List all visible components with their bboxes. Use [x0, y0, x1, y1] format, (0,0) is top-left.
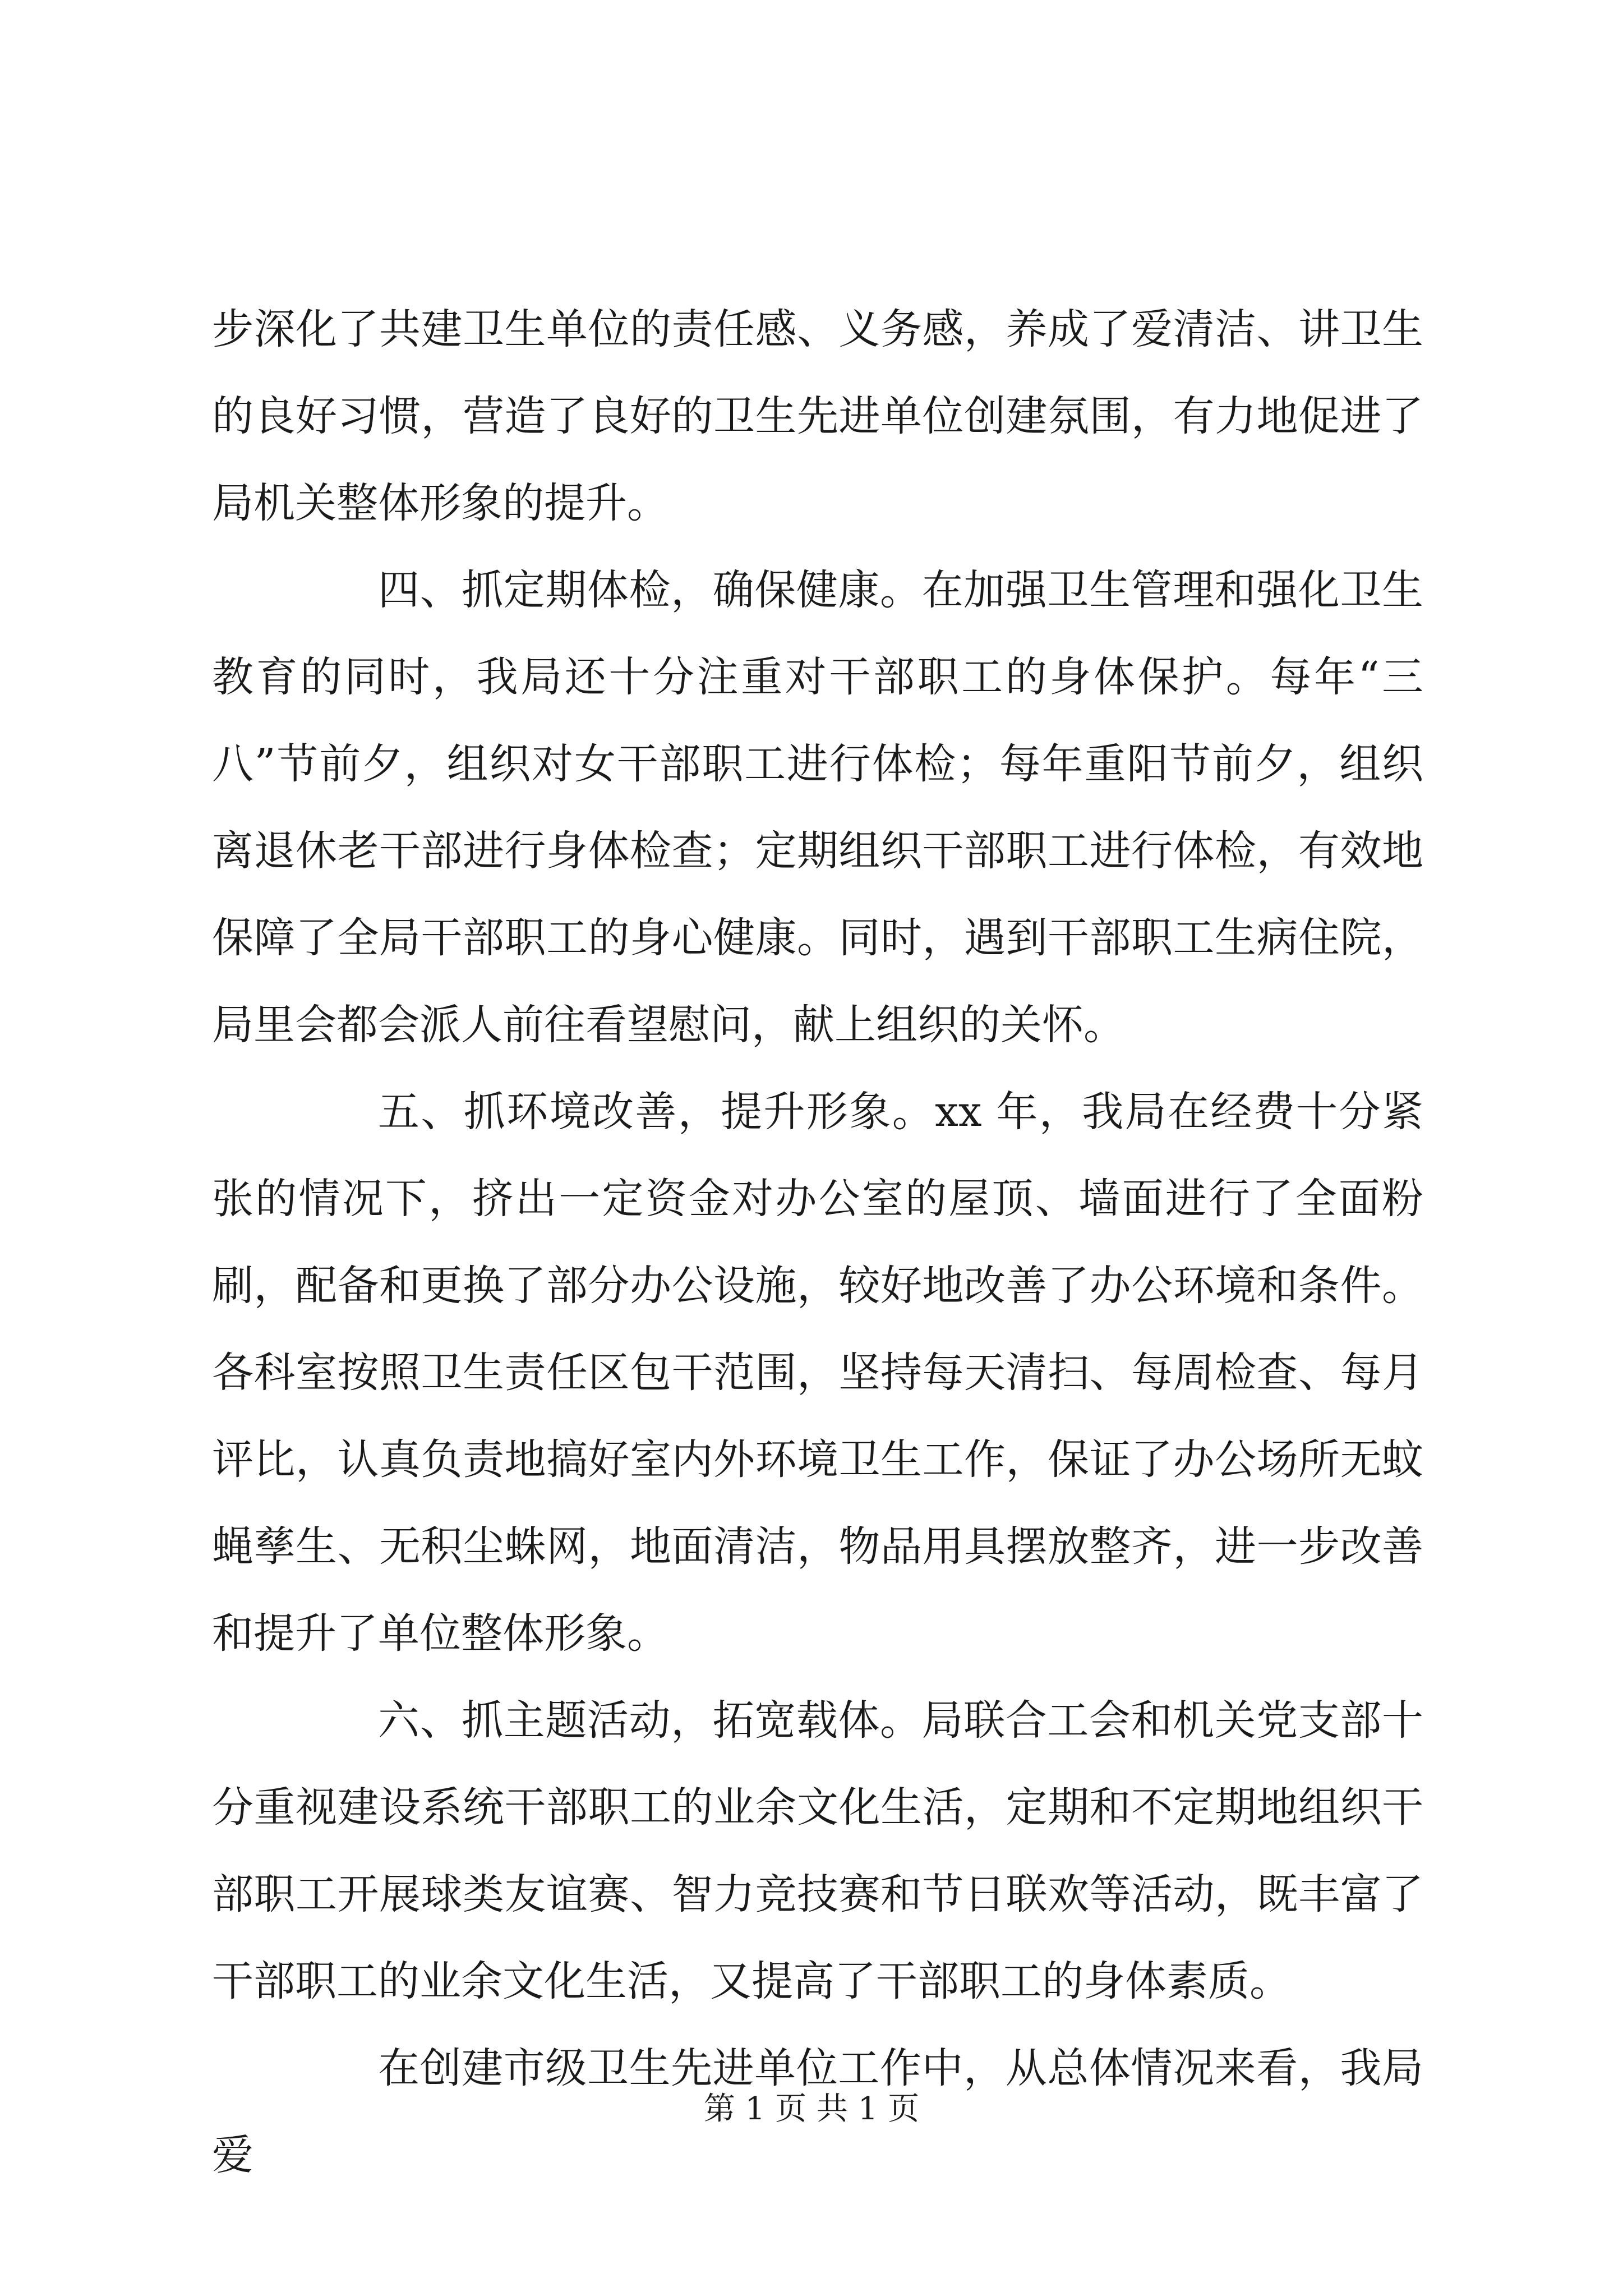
page-footer: 第 1 页 共 1 页 — [703, 2091, 920, 2127]
paragraph-section-five: 五、抓环境改善，提升形象。xx 年，我局在经费十分紧张的情况下，挤出一定资金对办公室的屋顶、墙面进行了全面粉刷，配备和更换了部分办公设施，较好地改善了办公环境和条件。各科室按照卫生责任区包干范围，坚持每天清扫、每周检查、每月评比，认真负责地搞好室内外环境卫生工作，保证了办公场所无蚊蝇孳生、无积尘蛛网，地面清洁，物品用具摆放整齐，进一步改善和提升了单位整体形象。 — [212, 1088, 1423, 1658]
document-body — [212, 286, 1423, 2199]
paragraph-section-six: 六、抓主题活动，拓宽载体。局联合工会和机关党支部十分重视建设系统干部职工的业余文化生活，定期和不定期地组织干部职工开展球类友谊赛、智力竞技赛和节日联欢等活动，既丰富了干部职工的业余文化生活，又提高了干部职工的身体素质。 — [212, 1696, 1423, 2005]
paragraph-summary-start: 在创建市级卫生先进单位工作中，从总体情况来看，我局爱 — [212, 2044, 1423, 2179]
paragraph-continuation: 步深化了共建卫生单位的责任感、义务感，养成了爱清洁、讲卫生的良好习惯，营造了良好的卫生先进单位创建氛围，有力地促进了局机关整体形象的提升。 — [212, 305, 1423, 527]
paragraph-section-four: 四、抓定期体检，确保健康。在加强卫生管理和强化卫生教育的同时，我局还十分注重对干部职工的身体保护。每年“三八”节前夕，组织对女干部职工进行体检；每年重阳节前夕，组织离退休老干部进行身体检查；定期组织干部职工进行体检，有效地保障了全局干部职工的身心健康。同时，遇到干部职工生病住院，局里会都会派人前往看望慰问，献上组织的关怀。 — [212, 566, 1423, 1049]
